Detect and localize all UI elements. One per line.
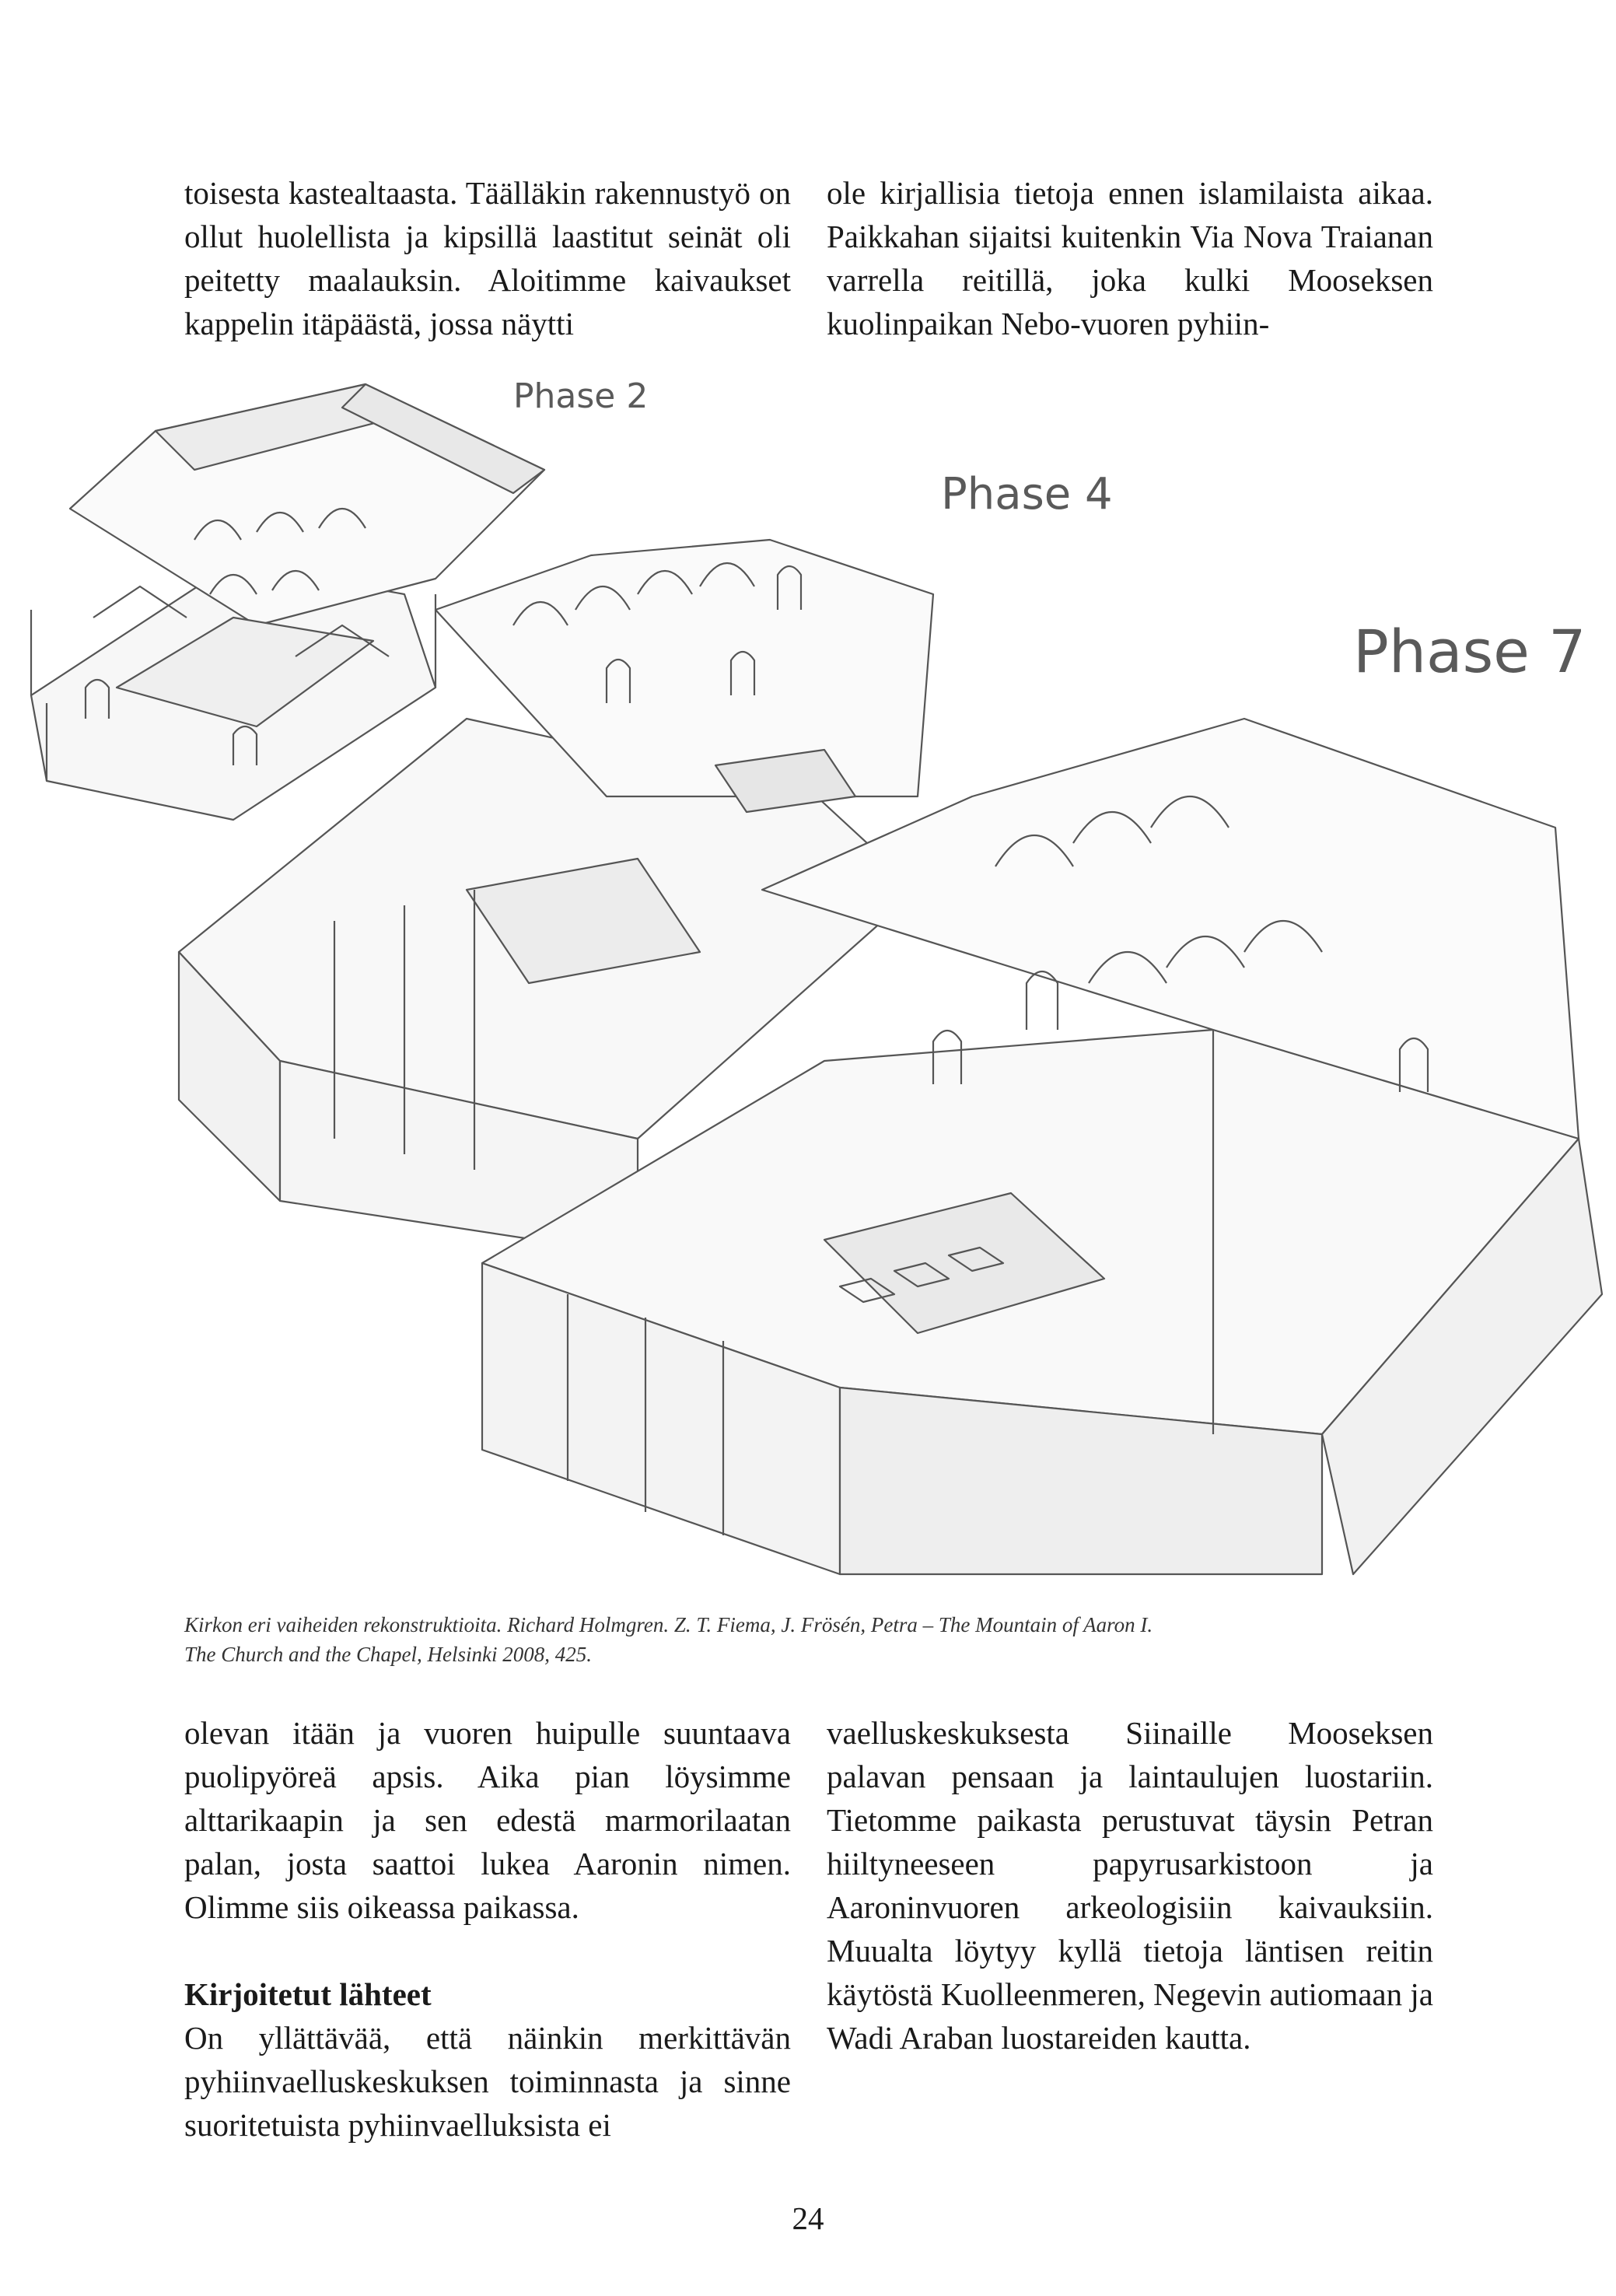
- bottom-right-paragraph: vaelluskeskuksesta Siinaille Mooseksen palavan pensaan ja laintaulujen luostariin. Tietomme paikasta perustuvat täysin Petran hiiltyneeseen papyrusarkistoon ja Aaroninvuoren arkeologisiin kaivauksiin. Muualta löytyy kyllä tietoja läntisen reitin käytöstä Kuolleenmeren, Negevin autiomaan ja Wadi Araban luostareiden kautta.: [827, 1715, 1433, 2056]
- bottom-left-paragraph: olevan itään ja vuoren huipulle suuntaava puolipyöreä apsis. Aika pian löysimme alttarikaapin ja sen edestä marmorilaatan palan, josta saattoi lukea Aaronin nimen. Olimme siis oikeassa paikassa.: [184, 1715, 791, 1925]
- page-number: 24: [792, 2200, 824, 2236]
- phase-4-label: Phase 4: [941, 469, 1113, 520]
- top-left-column: [184, 171, 791, 345]
- top-right-column: [827, 171, 1433, 345]
- section-heading: Kirjoitetut lähteet: [184, 1976, 432, 2012]
- bottom-left-paragraph-2: On yllättävää, että näinkin merkittävän pyhiinvaelluskeskuksen toiminnasta ja sinne suoritetuista pyhiinvaelluksista ei: [184, 2020, 791, 2143]
- bottom-right-column: [827, 1711, 1433, 2060]
- caption-line-1: Kirkon eri vaiheiden rekonstruktioita. Richard Holmgren. Z. T. Fiema, J. Frösén, Petra – The Mountain of Aaron I.: [184, 1613, 1153, 1636]
- bottom-left-column: [184, 1711, 791, 2147]
- figure-caption: [184, 1610, 1467, 1669]
- phase-7-label: Phase 7: [1353, 617, 1586, 686]
- caption-line-2: The Church and the Chapel, Helsinki 2008, 425.: [184, 1643, 592, 1666]
- top-left-paragraph: toisesta kastealtaasta. Täälläkin rakennustyö on ollut huolellista ja kipsillä laastitut seinät oli peitetty maalauksin. Aloitimme kaivaukset kappelin itäpäästä, jossa näytti: [184, 175, 791, 341]
- reconstruction-figure: [0, 361, 1616, 1605]
- phase-2-label: Phase 2: [513, 376, 649, 416]
- top-right-paragraph: ole kirjallisia tietoja ennen islamilaista aikaa. Paikkahan sijaitsi kuitenkin Via Nova Traianan varrella reitillä, joka kulki Mooseksen kuolinpaikan Nebo-vuoren pyhiin-: [827, 175, 1433, 341]
